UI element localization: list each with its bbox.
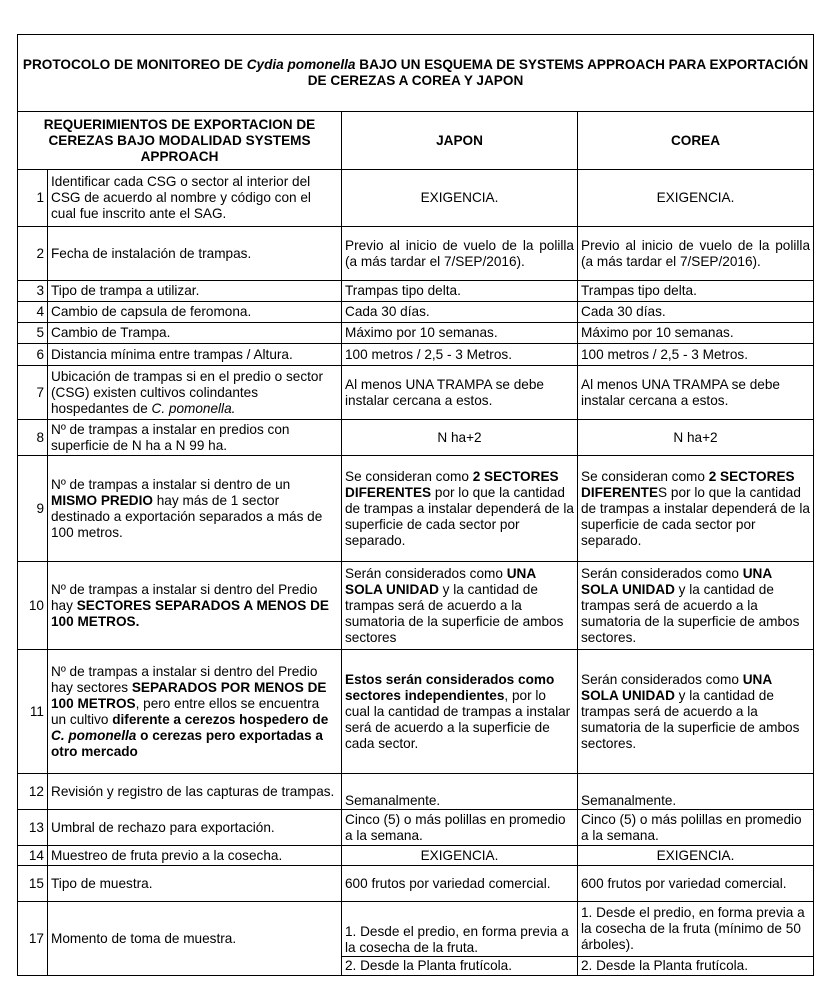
japan-cell: Se consideran como 2 SECTORES DIFERENTES por lo que la cantidad de trampas a instalar dependerá de la superficie de cada sector por separado. [342, 456, 578, 562]
requirement-cell: Nº de trampas a instalar en predios con superficie de N ha a N 99 ha. [48, 420, 342, 456]
japan-cell: Estos serán considerados como sectores independientes, por lo cual la cantidad de trampas a instalar será de acuerdo a la superficie de cada sector. [342, 650, 578, 774]
row-number: 10 [18, 562, 48, 650]
japan-cell: Máximo por 10 semanas. [342, 323, 578, 344]
korea-cell: EXIGENCIA. [578, 170, 814, 227]
table-row [18, 323, 814, 344]
row-number: 8 [18, 420, 48, 456]
row-number: 9 [18, 456, 48, 562]
japan-cell: Serán considerados como UNA SOLA UNIDAD y la cantidad de trampas será de acuerdo a la sumatoria de la superficie de ambos sectores [342, 562, 578, 650]
row-number: 13 [18, 810, 48, 846]
korea-cell: Se consideran como 2 SECTORES DIFERENTES por lo que la cantidad de trampas a instalar dependerá de la superficie de cada sector por separado. [578, 456, 814, 562]
korea-cell: 100 metros / 2,5 - 3 Metros. [578, 344, 814, 366]
japan-cell: Previo al inicio de vuelo de la polilla (a más tardar el 7/SEP/2016). [342, 227, 578, 281]
korea-cell: N ha+2 [578, 420, 814, 456]
header-japan: JAPON [342, 112, 578, 170]
japan-cell: Trampas tipo delta. [342, 281, 578, 302]
korea-cell: Cada 30 días. [578, 302, 814, 323]
table-row [18, 302, 814, 323]
row-number: 15 [18, 866, 48, 902]
japan-cell: N ha+2 [342, 420, 578, 456]
japan-cell: EXIGENCIA. [342, 170, 578, 227]
requirement-cell: Tipo de trampa a utilizar. [48, 281, 342, 302]
japan-cell: 1. Desde el predio, en forma previa a la cosecha de la fruta. [342, 902, 578, 957]
japan-cell: 100 metros / 2,5 - 3 Metros. [342, 344, 578, 366]
korea-cell: Al menos UNA TRAMPA se debe instalar cercana a estos. [578, 366, 814, 420]
row-number: 12 [18, 774, 48, 810]
table-row [18, 562, 814, 650]
document-title: PROTOCOLO DE MONITOREO DE Cydia pomonella BAJO UN ESQUEMA DE SYSTEMS APPROACH PARA EXPORTACIÓN DE CEREZAS A COREA Y JAPON [18, 35, 814, 112]
row-number: 1 [18, 170, 48, 227]
header-korea: COREA [578, 112, 814, 170]
table-row [18, 774, 814, 810]
korea-cell: Serán considerados como UNA SOLA UNIDAD y la cantidad de trampas será de acuerdo a la sumatoria de la superficie de ambos sectores. [578, 562, 814, 650]
table-row [18, 810, 814, 846]
korea-cell: 2. Desde la Planta frutícola. [578, 957, 814, 976]
requirement-cell: Cambio de Trampa. [48, 323, 342, 344]
korea-cell: Máximo por 10 semanas. [578, 323, 814, 344]
korea-cell: Trampas tipo delta. [578, 281, 814, 302]
japan-cell: Semanalmente. [342, 774, 578, 810]
korea-cell: Cinco (5) o más polillas en promedio a la semana. [578, 810, 814, 846]
korea-cell: Previo al inicio de vuelo de la polilla (a más tardar el 7/SEP/2016). [578, 227, 814, 281]
table-row [18, 846, 814, 866]
header-row [18, 112, 814, 170]
requirement-cell: Muestreo de fruta previo a la cosecha. [48, 846, 342, 866]
japan-cell: Cada 30 días. [342, 302, 578, 323]
requirement-cell: Momento de toma de muestra. [48, 902, 342, 976]
table-row [18, 227, 814, 281]
requirement-cell: Revisión y registro de las capturas de trampas. [48, 774, 342, 810]
row-number: 3 [18, 281, 48, 302]
table-row [18, 170, 814, 227]
row-number: 5 [18, 323, 48, 344]
requirement-cell: Distancia mínima entre trampas / Altura. [48, 344, 342, 366]
table-row [18, 650, 814, 774]
korea-cell: EXIGENCIA. [578, 846, 814, 866]
table-row [18, 420, 814, 456]
table-row [18, 866, 814, 902]
japan-cell: 600 frutos por variedad comercial. [342, 866, 578, 902]
row-number: 6 [18, 344, 48, 366]
korea-cell: Serán considerados como UNA SOLA UNIDAD y la cantidad de trampas será de acuerdo a la sumatoria de la superficie de ambos sectores. [578, 650, 814, 774]
japan-cell: 2. Desde la Planta frutícola. [342, 957, 578, 976]
korea-cell: Semanalmente. [578, 774, 814, 810]
protocol-table [17, 34, 814, 976]
requirement-cell: Tipo de muestra. [48, 866, 342, 902]
table-row [18, 902, 814, 957]
row-number: 7 [18, 366, 48, 420]
table-row [18, 456, 814, 562]
requirement-cell: Identificar cada CSG o sector al interior del CSG de acuerdo al nombre y código con el cual fue inscrito ante el SAG. [48, 170, 342, 227]
requirement-cell: Ubicación de trampas si en el predio o sector (CSG) existen cultivos colindantes hospedantes de C. pomonella. [48, 366, 342, 420]
requirement-cell: Nº de trampas a instalar si dentro de un MISMO PREDIO hay más de 1 sector destinado a exportación separados a más de 100 metros. [48, 456, 342, 562]
korea-cell: 1. Desde el predio, en forma previa a la cosecha de la fruta (mínimo de 50 árboles). [578, 902, 814, 957]
row-number: 14 [18, 846, 48, 866]
requirement-cell: Cambio de capsula de feromona. [48, 302, 342, 323]
table-row [18, 366, 814, 420]
requirement-cell: Umbral de rechazo para exportación. [48, 810, 342, 846]
japan-cell: Cinco (5) o más polillas en promedio a la semana. [342, 810, 578, 846]
header-requirements: REQUERIMIENTOS DE EXPORTACION DE CEREZAS BAJO MODALIDAD SYSTEMS APPROACH [18, 112, 342, 170]
row-number: 17 [18, 902, 48, 976]
title-row [18, 35, 814, 112]
requirement-cell: Nº de trampas a instalar si dentro del Predio hay SECTORES SEPARADOS A MENOS DE 100 METROS. [48, 562, 342, 650]
row-number: 4 [18, 302, 48, 323]
requirement-cell: Fecha de instalación de trampas. [48, 227, 342, 281]
requirement-cell: Nº de trampas a instalar si dentro del Predio hay sectores SEPARADOS POR MENOS DE 100 METROS, pero entre ellos se encuentra un cultivo diferente a cerezos hospedero de C. pomonella o cerezas pero exportadas a otro mercado [48, 650, 342, 774]
row-number: 11 [18, 650, 48, 774]
japan-cell: EXIGENCIA. [342, 846, 578, 866]
table-row [18, 281, 814, 302]
row-number: 2 [18, 227, 48, 281]
korea-cell: 600 frutos por variedad comercial. [578, 866, 814, 902]
table-row [18, 344, 814, 366]
japan-cell: Al menos UNA TRAMPA se debe instalar cercana a estos. [342, 366, 578, 420]
